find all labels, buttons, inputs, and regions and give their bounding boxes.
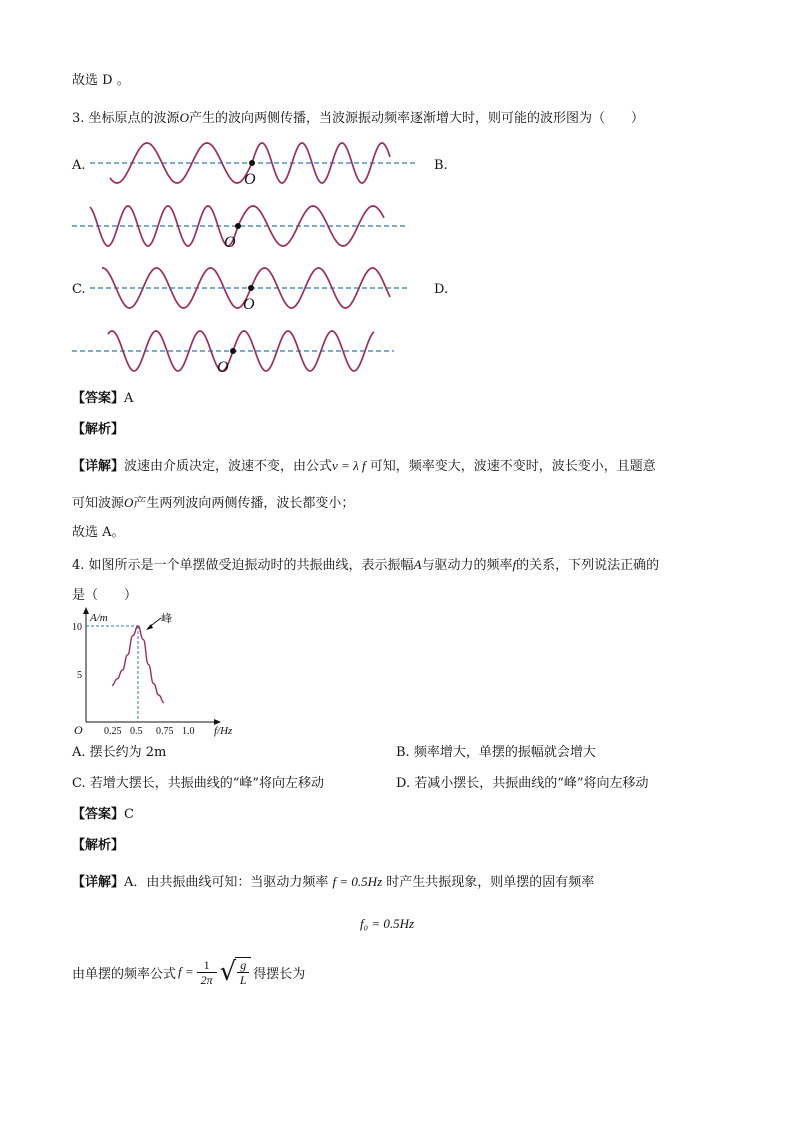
analysis-3: 【解析】: [72, 422, 125, 437]
answer-3: 【答案】A: [72, 391, 134, 406]
detail-4-last-line: 由单摆的频率公式 f = 1 2π √ g L 得摆长为: [72, 957, 306, 987]
detail-3: 【详解】波速由介质决定，波速不变，由公式v = λ f 可知，频率变大，波速不变时，波长变小，且题意: [72, 458, 656, 474]
choice-b: B. 频率增大，单摆的振幅就会增大: [396, 745, 596, 760]
x-tick-label: 0.5: [130, 726, 143, 737]
x-axis-label: f/Hz: [214, 725, 233, 737]
analysis-4: 【解析】: [72, 838, 125, 853]
wave-origin-point: [248, 285, 254, 291]
x-tick-label: 0.75: [156, 726, 174, 737]
question-3: 3. 坐标原点的波源O产生的波向两侧传播，当波源振动频率逐渐增大时，则可能的波形图为（ ）: [72, 110, 644, 126]
prev-conclusion: 故选 D 。: [72, 73, 130, 88]
wave-origin-label: O: [217, 359, 229, 376]
wave-figure-c: [90, 265, 420, 315]
detail-3-line-2: 可知波源O产生两列波向两侧传播，波长都变小；: [72, 495, 355, 511]
sqrt-g-over-l: √ g L: [220, 957, 252, 987]
detail-4-equation: f₀ = 0.5Hz: [360, 916, 415, 931]
wave-figure-d: [72, 328, 402, 378]
question-4: 4. 如图所示是一个单摆做受迫振动时的共振曲线，表示振幅A与驱动力的频率f的关系，下列说法正确的: [72, 557, 660, 573]
conclusion-3: 故选 A。: [72, 525, 125, 540]
wave-origin-label: O: [243, 296, 255, 313]
x-tick-label: 0.25: [104, 726, 122, 737]
question-4-line-2: 是（ ）: [72, 588, 138, 603]
wave-origin-point: [230, 348, 236, 354]
wave-origin-point: [235, 223, 241, 229]
wave-origin-point: [249, 160, 255, 166]
origin-label: O: [74, 723, 83, 737]
x-tick-label: 1.0: [182, 726, 195, 737]
wave-origin-label: O: [224, 234, 236, 251]
y-axis-label: A/m: [90, 612, 108, 624]
resonance-chart: [68, 606, 248, 738]
option-a-label: A.: [72, 158, 86, 173]
wave-figure-b: [72, 203, 412, 253]
y-tick-label: 5: [77, 670, 82, 681]
choice-d: D. 若减小摆长，共振曲线的“峰”将向左移动: [396, 776, 649, 791]
detail-4: 【详解】A．由共振曲线可知：当驱动力频率 f = 0.5Hz 时产生共振现象，则单摆的固有频率: [72, 874, 595, 890]
fraction-1-over-2pi: 1 2π: [197, 958, 217, 987]
wave-origin-label: O: [244, 171, 256, 188]
wave-figure-a: [90, 140, 420, 190]
peak-annotation: 峰: [161, 613, 172, 625]
choice-a: A. 摆长约为 2m: [72, 745, 167, 760]
y-tick-label: 10: [72, 622, 82, 633]
y-axis-arrow: [83, 607, 89, 614]
option-d-label: D.: [434, 282, 449, 297]
answer-4: 【答案】C: [72, 807, 134, 822]
choice-c: C. 若增大摆长，共振曲线的“峰”将向左移动: [72, 776, 325, 791]
option-c-label: C.: [72, 282, 86, 297]
option-b-label: B.: [434, 158, 448, 173]
